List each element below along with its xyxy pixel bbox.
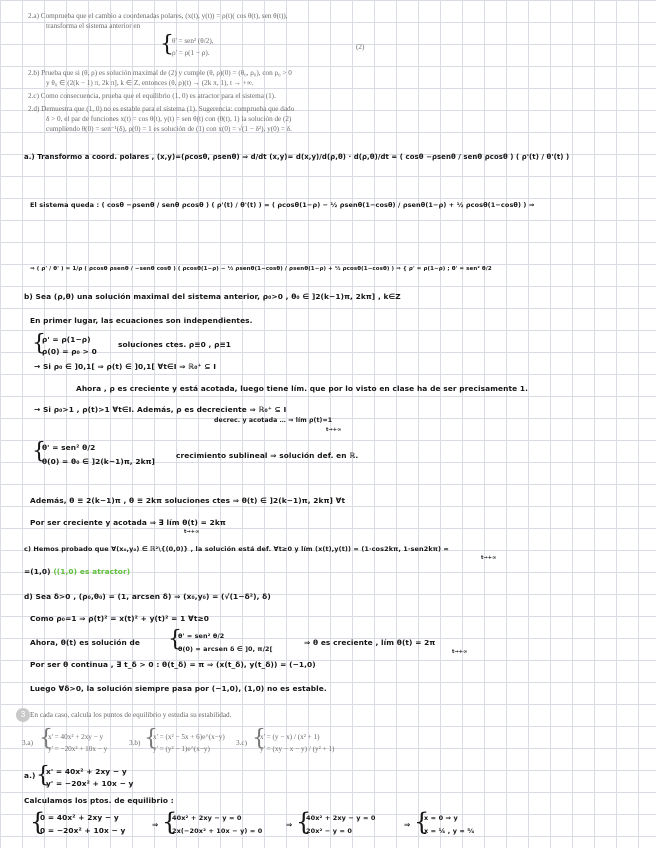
hw2-a-title: a.) (24, 771, 36, 780)
hw-c-line2 (24, 567, 130, 577)
hw-c-attractor-note: ((1,0) es atractor) (53, 567, 131, 576)
hw-d-line1: d) Sea δ>0 , (ρ₀,θ₀) = (1, arcsen δ) ⇒ (x₀,y₀) = (√(1−δ²), δ) (24, 592, 271, 601)
s3a-brace: { (39, 726, 53, 751)
item-2b-line1: 2.b) Prueba que si (θ, ρ) es solución maximal de (2) y cumple (θ, ρ)(0) = (θ₀, ρ₀), con ρ₀ > 0 (28, 69, 292, 77)
s3c-brace: { (252, 726, 266, 751)
item-2a-line2: transforma el sistema anterior en (46, 22, 141, 30)
s3b-brace: { (144, 726, 158, 751)
hw-b-sys1-l2: ρ(0) = ρ₀ > 0 (42, 347, 97, 356)
hw-d-line2: Como ρ₀=1 ⇒ ρ(t)² = x(t)² + y(t)² = 1 ∀t≥0 (30, 614, 210, 623)
hw2-eq1-l1: 0 = 40x² + 2xy − y (40, 813, 119, 822)
hw-a-system: El sistema queda : ( cosθ −ρsenθ / senθ ρcosθ ) ( ρ'(t) / θ'(t) ) = ( ρcosθ(1−ρ) − ½ ρsenθ(1−cosθ) / ρsenθ(1−ρ) + ½ ρcosθ(1−cosθ) ) ⇒ (30, 201, 535, 209)
hw2-eq2-l2: 2x(−20x² + 10x − y) = 0 (172, 827, 263, 835)
s3a-l1: x' = 40x² + 2xy − y (48, 733, 104, 741)
hw-b-ahora: Ahora , ρ es creciente y está acotada, luego tiene lím. que por lo visto en clase ha de ser precisamente 1. (76, 384, 529, 393)
hw-c-line1: c) Hemos probado que ∀(x₀,y₀) ∈ ℝ²\{(0,0)} , la solución está def. ∀t≥0 y lím (x(t),y(t)) = (1·cos2kπ, 1·sen2kπ) = (24, 545, 449, 553)
hw2-a-sys-l1: x' = 40x² + 2xy − y (46, 767, 127, 776)
hw-b-sys2-note: crecimiento sublineal ⇒ solución def. en ℝ. (176, 451, 359, 460)
hw-b-sys1-brace: { (32, 331, 46, 356)
hw-b-sys1-l1: ρ' = ρ(1−ρ) (42, 335, 91, 344)
s3b-label: 3.b) (129, 739, 141, 747)
hw-d-line3: Ahora, θ(t) es solución de (30, 638, 140, 647)
hw2-eq1-l2: 0 = −20x² + 10x − y (40, 826, 126, 835)
hw-c-line1-t: t→+∞ (481, 555, 497, 561)
hw2-arrow3: ⇒ (404, 820, 411, 829)
hw-b-ademas: Además, θ ≡ 2(k−1)π , θ ≡ 2kπ soluciones ctes ⇒ θ(t) ∈ ]2(k−1)π, 2kπ] ∀t (30, 496, 346, 505)
hw-b-sys2-l2: θ(0) = θ₀ ∈ ]2(k−1)π, 2kπ] (42, 457, 156, 466)
hw2-eq3-l2: 20x² − y = 0 (306, 827, 352, 835)
hw-b-arrow2-sub-t: t→+∞ (326, 427, 342, 433)
item-2a-line1: 2.a) Comprueba que el cambio a coordenadas polares, (x(t), y(t)) = ρ(t)( cos θ(t), sen θ(t)), (28, 12, 288, 20)
s3b-l2: y' = (y² − 1)e^(x−y) (153, 745, 210, 753)
eq-line2: ρ' = ρ(1 − ρ). (172, 49, 210, 57)
eq-brace: { (160, 32, 174, 57)
s3a-label: 3.a) (22, 739, 33, 747)
hw-d-line3-end: ⇒ θ es creciente , lím θ(t) = 2π (304, 638, 436, 647)
hw-b-creciente: Por ser creciente y acotada ⇒ ∃ lím θ(t) = 2kπ (30, 518, 226, 527)
hw-c-result: =(1,0) (24, 567, 51, 576)
hw-d-sys-brace: { (168, 627, 182, 652)
item-2b-line2: y θ₀ ∈ (2(k − 1) π, 2k π], k ∈ Z, entonces (θ, ρ)(t) → (2k π, 1), t → +∞. (46, 79, 254, 87)
eq-number: (2) (356, 43, 365, 51)
hw-b-creciente-t: t→+∞ (184, 529, 200, 535)
hw2-eq4-l2: x = ¼ , y = ⁵⁄₄ (424, 827, 475, 835)
hw2-eq4-brace: { (414, 808, 430, 836)
hw-a-title: a.) Transformo a coord. polares , (x,y)=(ρcosθ, ρsenθ) ⇒ d/dt (x,y)= d(x,y)/d(ρ,θ) · d(ρ,θ)/dt = ( cosθ −ρsenθ / senθ ρcosθ ) ( ρ'(t) / θ'(t) ) (24, 153, 570, 161)
hw-b-sys2-brace: { (32, 439, 46, 464)
hw-b-title: b) Sea (ρ,θ) una solución maximal del sistema anterior, ρ₀>0 , θ₀ ∈ ]2(k−1)π, 2kπ] , k∈Z (24, 292, 401, 301)
hw-b-sys1-note: soluciones ctes. ρ≡0 , ρ≡1 (118, 340, 232, 349)
hw-b-arrow2: → Si ρ₀>1 , ρ(t)>1 ∀t∈I. Además, ρ es decreciente ⇒ ℝ₀⁺ ⊆ I (34, 405, 287, 414)
hw-d-line4: Por ser θ continua , ∃ t_δ > 0 : θ(t_δ) = π ⇒ (x(t_δ), y(t_δ)) = (−1,0) (30, 660, 316, 669)
hw-b-first: En primer lugar, las ecuaciones son independientes. (30, 316, 253, 325)
hw2-a-sys-l2: y' = −20x² + 10x − y (46, 779, 134, 788)
hw-d-sys-l1: θ' = sen² θ/2 (178, 632, 225, 640)
hw2-eq3-brace: { (296, 808, 312, 836)
item-2d-line3: cumpliendo θ(0) = sen⁻¹(δ), ρ(0) = 1 es solución de (1) con x(0) = √(1 − δ²), y(0) = δ. (46, 125, 292, 133)
eq-line1: θ' = sen² (θ/2), (172, 37, 214, 45)
problem-number-badge: 3 (16, 708, 30, 722)
hw-d-sys-l2: θ(0) = arcsen δ ∈ ]0, π/2[ (178, 645, 273, 653)
hw-a-result: ⇒ ( ρ' / θ' ) = 1/ρ ( ρcosθ ρsenθ / −senθ cosθ ) ( ρcosθ(1−ρ) − ½ ρsenθ(1−cosθ) / ρsenθ(1−ρ) + ½ ρcosθ(1−cosθ) ) ⇒ { ρ' = ρ(1−ρ) ; θ' = sen² θ/2 (30, 266, 492, 272)
s3c-l2: y' = (xy − x − y) / (y² + 1) (260, 745, 335, 753)
hw-d-line5: Luego ∀δ>0, la solución siempre pasa por (−1,0), (1,0) no es estable. (30, 684, 327, 693)
hw-b-sys2-l1: θ' = sen² θ/2 (42, 443, 96, 452)
hw2-eq1-brace: { (30, 808, 46, 836)
hw-b-arrow1: → Si ρ₀ ∈ ]0,1[ ⇒ ρ(t) ∈ ]0,1[ ∀t∈I ⇒ ℝ₀⁺ ⊆ I (34, 362, 217, 371)
hw2-arrow2: ⇒ (286, 820, 293, 829)
hw2-a-calc: Calculamos los ptos. de equilibrio : (24, 796, 174, 805)
hw2-eq4-l1: x = 0 ⇒ y (424, 814, 458, 822)
problem3-intro: En cada caso, calcula los puntos de equilibrio y estudia su estabilidad. (30, 711, 232, 719)
s3c-label: 3.c) (236, 739, 247, 747)
item-2d-line2: δ > 0, el par de funciones x(t) = cos θ(t), y(t) = sen θ(t) con (θ(t), 1) la solución de (2) (46, 115, 292, 123)
item-2c: 2.c) Como consecuencia, prueba que el equilibrio (1, 0) es atractor para el sistema (1). (28, 92, 276, 100)
hw2-a-brace: { (36, 763, 50, 788)
s3c-l1: x' = (y − x) / (x² + 1) (260, 733, 320, 741)
hw-d-line3-t: t→+∞ (452, 649, 468, 655)
s3b-l1: x' = (x² − 5x + 6)e^(x−y) (153, 733, 225, 741)
hw2-arrow1: ⇒ (152, 820, 159, 829)
hw2-eq2-l1: 40x² + 2xy − y = 0 (172, 814, 242, 822)
hw2-eq3-l1: 40x² + 2xy − y = 0 (306, 814, 376, 822)
item-2d-line1: 2.d) Demuestra que (1, 0) no es estable para el sistema (1). Sugerencia: comprueba que dado (28, 105, 295, 113)
hw2-eq2-brace: { (162, 808, 178, 836)
s3a-l2: y' = −20x² + 10x − y (48, 745, 108, 753)
hw-b-arrow2-sub: decrec. y acotada … ⇒ lím ρ(t)=1 (214, 417, 333, 424)
